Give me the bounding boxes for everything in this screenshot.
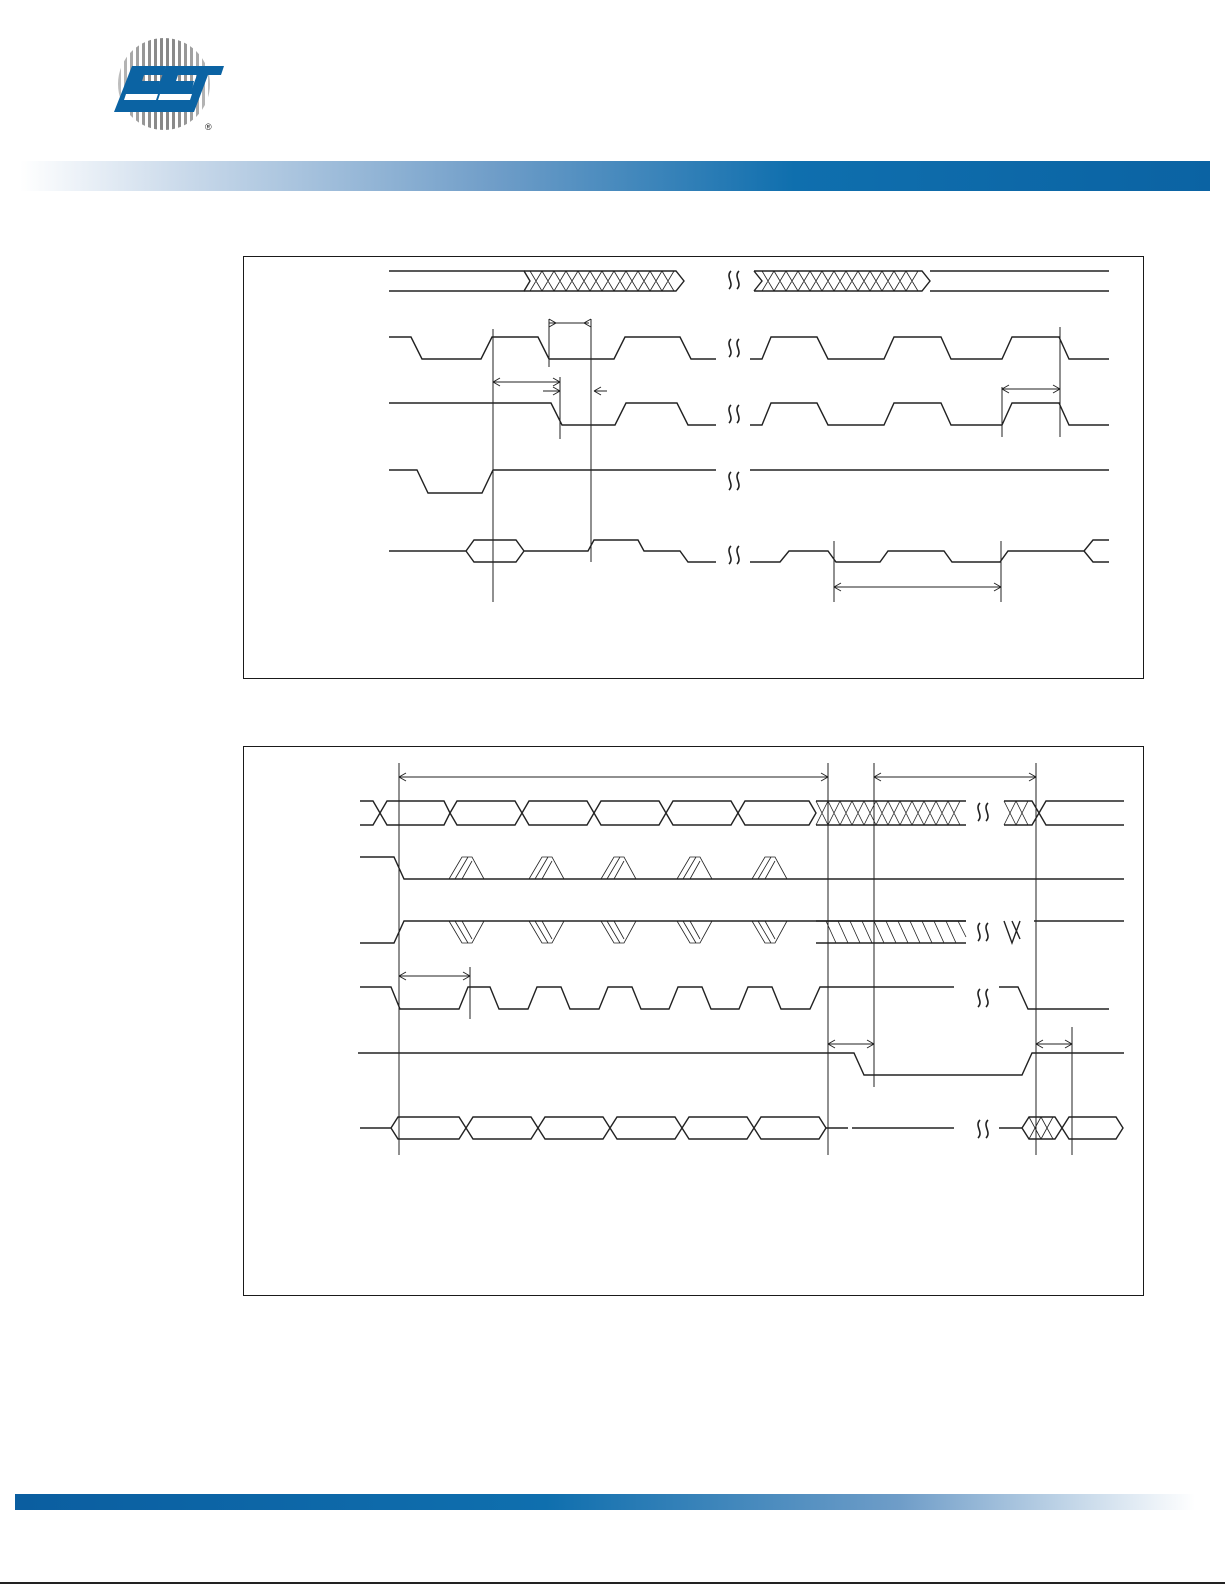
- timing-diagram-1: [243, 256, 1144, 679]
- timing-markers: [399, 763, 1072, 1155]
- row-4-control: [389, 470, 1109, 493]
- row-2-clock: [389, 337, 1109, 359]
- header-gradient-band: [20, 161, 1210, 191]
- timing-markers: [493, 319, 1060, 602]
- footer-rule: [0, 1582, 1225, 1584]
- logo-lettering: [114, 66, 224, 112]
- timing-diagram-2: [243, 746, 1144, 1296]
- row-6-data-bus: [360, 1117, 1123, 1139]
- row-5-signal: [358, 1053, 1124, 1075]
- row-4-clock: [360, 987, 1109, 1009]
- registered-mark: ®: [205, 122, 212, 132]
- row-1-address-bus: [360, 801, 1124, 825]
- sst-logo: [108, 28, 228, 136]
- sst-logo-graphic: [108, 28, 228, 136]
- timing-diagram-2-waveforms: [244, 747, 1143, 1295]
- footer-gradient-band: [15, 1494, 1195, 1510]
- row-3-signal: [360, 921, 1124, 943]
- timing-diagram-1-waveforms: [244, 257, 1143, 678]
- row-3-signal: [389, 403, 1109, 425]
- row-2-signal: [360, 857, 1124, 879]
- row-1-bus: [389, 271, 1109, 291]
